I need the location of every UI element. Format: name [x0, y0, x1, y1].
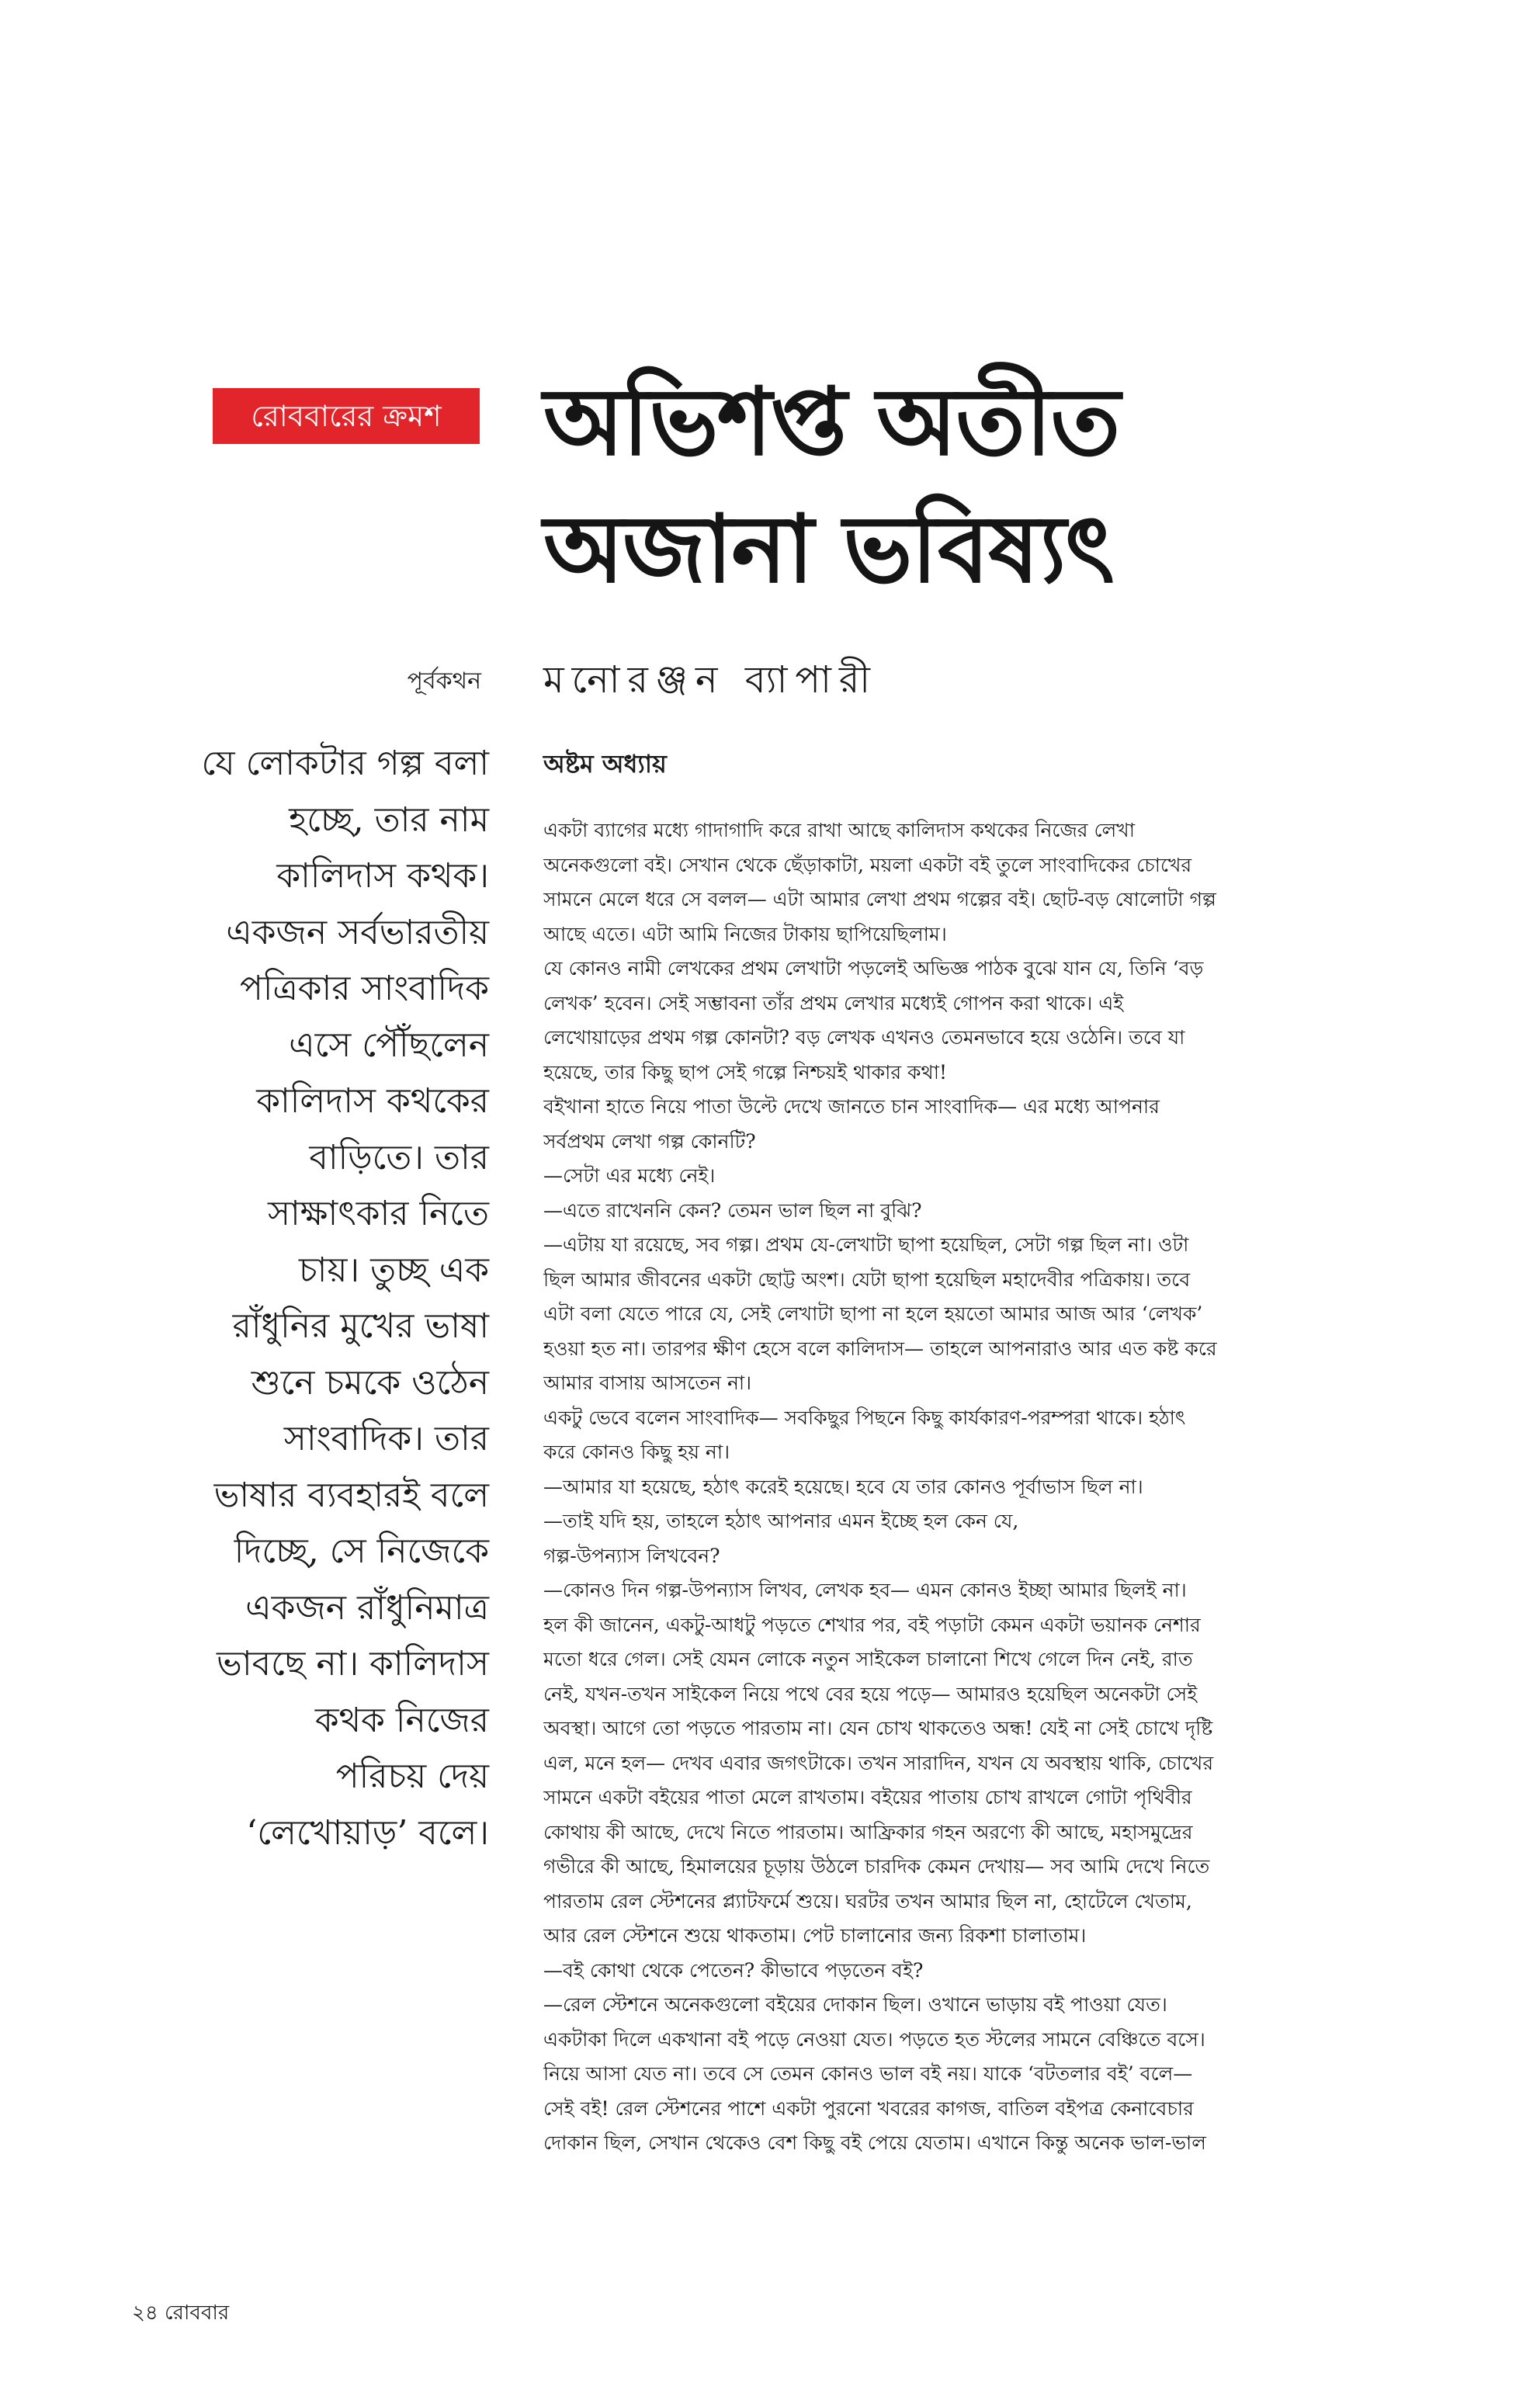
body-line: পারতাম রেল স্টেশনের প্ল্যাটফর্মে শুয়ে। ঘরটর তখন আমার ছিল না, হোটেলে খেতাম, [543, 1889, 1192, 1913]
body-line: অবস্থা। আগে তো পড়তে পারতাম না। যেন চোখ থাকতেও অন্ধ! যেই না সেই চোখে দৃষ্টি [543, 1717, 1213, 1739]
summary-line: বাড়িতে। তার [309, 1137, 489, 1177]
body-line: সামনে একটা বইয়ের পাতা মেলে রাখতাম। বইয়ের পাতায় চোখ রাখলে গোটা পৃথিবীর [543, 1786, 1192, 1809]
body-line: —কোনও দিন গল্প-উপন্যাস লিখব, লেখক হব— এমন কোনও ইচ্ছা আমার ছিলই না। [543, 1579, 1187, 1601]
summary-line: রাঁধুনির মুখের ভাষা [232, 1306, 489, 1346]
summary-line: হচ্ছে, তার নাম [289, 799, 489, 840]
article-title [543, 359, 1475, 613]
body-line: মতো ধরে গেল। সেই যেমন লোকে নতুন সাইকেল চালানো শিখে গেলে দিন নেই, রাত [543, 1648, 1193, 1670]
prologue-label: পূর্বকথন [407, 668, 481, 695]
summary-line: কালিদাস কথকের [256, 1081, 489, 1121]
summary-line: সাক্ষাৎকার নিতে [267, 1194, 489, 1233]
summary-line: একজন সর্বভারতীয় [226, 912, 489, 952]
body-line: আমার বাসায় আসতেন না। [543, 1372, 752, 1394]
summary-line: যে লোকটার গল্প বলা [201, 744, 489, 783]
body-line: নিয়ে আসা যেত না। তবে সে তেমন কোনও ভাল বই নয়। যাকে ‘বটতলার বই’ বলে— [543, 2062, 1193, 2085]
series-badge: রোববারের ক্রমশ [213, 388, 480, 444]
body-line: —তাই যদি হয়, তাহলে হঠাৎ আপনার এমন ইচ্ছে হল কেন যে, [543, 1510, 1019, 1532]
body-line: আছে এতে। এটা আমি নিজের টাকায় ছাপিয়েছিলাম। [543, 922, 947, 945]
body-line: —রেল স্টেশনে অনেকগুলো বইয়ের দোকান ছিল। ওখানে ভাড়ায় বই পাওয়া যেত। [543, 1993, 1167, 2016]
body-line: গল্প-উপন্যাস লিখবেন? [543, 1544, 720, 1567]
title-line: অভিশপ্ত অতীত [543, 367, 1119, 477]
summary-line: ‘লেখোয়াড়’ বলে। [246, 1812, 489, 1853]
summary-line: পত্রিকার সাংবাদিক [239, 969, 489, 1008]
summary-line: পরিচয় দেয় [335, 1757, 489, 1796]
summary-line: এসে পৌঁছলেন [289, 1025, 489, 1065]
summary-line: সাংবাদিক। তার [283, 1419, 489, 1458]
body-line: একটা ব্যাগের মধ্যে গাদাগাদি করে রাখা আছে কালিদাস কথকের নিজের লেখা [543, 819, 1135, 841]
summary-line: ভাবছে না। কালিদাস [217, 1644, 489, 1684]
body-line: গভীরে কী আছে, হিমালয়ের চূড়ায় উঠলে চারদিক কেমন দেখায়— সব আমি দেখে নিতে [543, 1855, 1210, 1878]
body-line: এটা বলা যেতে পারে যে, সেই লেখাটা ছাপা না হলে হয়তো আমার আজ আর ‘লেখক’ [543, 1302, 1203, 1325]
title-line: অজানা ভবিষ্যৎ [543, 494, 1113, 604]
prologue-summary [116, 736, 489, 1861]
body-line: লেখক’ হবেন। সেই সম্ভাবনা তাঁর প্রথম লেখার মধ্যেই গোপন করা থাকে। এই [543, 991, 1124, 1014]
body-line: —বই কোথা থেকে পেতেন? কীভাবে পড়তেন বই? [543, 1958, 924, 1982]
body-line: এল, মনে হল— দেখব এবার জগৎটাকে। তখন সারাদিন, যখন যে অবস্থায় থাকি, চোখের [543, 1751, 1214, 1774]
body-line: হওয়া হত না। তারপর ক্ষীণ হেসে বলে কালিদাস— তাহলে আপনারাও আর এত কষ্ট করে [543, 1337, 1217, 1360]
summary-line: শুনে চমকে ওঠেন [251, 1362, 489, 1403]
chapter-heading: অষ্টম অধ্যায় [543, 749, 667, 779]
body-line: একটাকা দিলে একখানা বই পড়ে নেওয়া যেত। পড়তে হত স্টলের সামনে বেঞ্চিতে বসে। [543, 2027, 1205, 2051]
body-line: —আমার যা হয়েছে, হঠাৎ করেই হয়েছে। হবে যে তার কোনও পূর্বাভাস ছিল না। [543, 1475, 1143, 1498]
body-line: দোকান ছিল, সেখান থেকেও বেশ কিছু বই পেয়ে যেতাম। এখানে কিন্তু অনেক ভাল-ভাল [543, 2131, 1206, 2154]
author-name: মনোরঞ্জন ব্যাপারী [543, 658, 879, 702]
summary-line: ভাষার ব্যবহারই বলে [213, 1475, 489, 1515]
body-line: —এটায় যা রয়েছে, সব গল্প। প্রথম যে-লেখাটা ছাপা হয়েছিল, সেটা গল্প ছিল না। ওটা [543, 1233, 1189, 1256]
body-line: সামনে মেলে ধরে সে বলল— এটা আমার লেখা প্রথম গল্পের বই। ছোট-বড় ষোলোটা গল্প [543, 888, 1216, 910]
body-line: কোথায় কী আছে, দেখে নিতে পারতাম। আফ্রিকার গহন অরণ্যে কী আছে, মহাসমুদ্রের [543, 1820, 1193, 1843]
body-line: আর রেল স্টেশনে শুয়ে থাকতাম। পেট চালানোর জন্য রিকশা চালাতাম। [543, 1924, 1087, 1947]
body-line: সর্বপ্রথম লেখা গল্প কোনটি? [543, 1129, 756, 1153]
body-line: নেই, যখন-তখন সাইকেল নিয়ে পথে বের হয়ে পড়ে— আমারও হয়েছিল অনেকটা সেই [543, 1682, 1198, 1705]
body-line: হয়েছে, তার কিছু ছাপ সেই গল্পে নিশ্চয়ই থাকার কথা! [543, 1060, 948, 1084]
body-line: হল কী জানেন, একটু-আধটু পড়তে শেখার পর, বই পড়াটা কেমন একটা ভয়ানক নেশার [543, 1613, 1201, 1636]
body-line: ছিল আমার জীবনের একটা ছোট্ট অংশ। যেটা ছাপা হয়েছিল মহাদেবীর পত্রিকায়। তবে [543, 1268, 1191, 1291]
body-line: —এতে রাখেননি কেন? তেমন ভাল ছিল না বুঝি? [543, 1198, 922, 1222]
body-line: লেখোয়াড়ের প্রথম গল্প কোনটা? বড় লেখক এখনও তেমনভাবে হয়ে ওঠেনি। তবে যা [543, 1026, 1185, 1049]
summary-line: কথক নিজের [314, 1700, 489, 1740]
summary-line: চায়। তুচ্ছ এক [298, 1250, 489, 1290]
page-folio: ২৪ রোববার [132, 2301, 230, 2325]
body-line: বইখানা হাতে নিয়ে পাতা উল্টে দেখে জানতে চান সাংবাদিক— এর মধ্যে আপনার [543, 1095, 1160, 1118]
body-line: যে কোনও নামী লেখকের প্রথম লেখাটা পড়লেই অভিজ্ঞ পাঠক বুঝে যান যে, তিনি ‘বড় [543, 957, 1204, 980]
body-line: অনেকগুলো বই। সেখান থেকে ছেঁড়াকাটা, ময়লা একটা বই তুলে সাংবাদিকের চোখের [543, 853, 1192, 876]
body-line: সেই বই! রেল স্টেশনের পাশে একটা পুরনো খবরের কাগজ, বাতিল বইপত্র কেনাবেচার [543, 2096, 1194, 2120]
summary-line: দিচ্ছে, সে নিজেকে [234, 1531, 489, 1571]
article-body [543, 813, 1475, 2161]
summary-line: একজন রাঁধুনিমাত্র [245, 1587, 489, 1628]
body-line: একটু ভেবে বলেন সাংবাদিক— সবকিছুর পিছনে কিছু কার্যকারণ-পরম্পরা থাকে। হঠাৎ [543, 1406, 1186, 1429]
body-line: করে কোনও কিছু হয় না। [543, 1441, 730, 1463]
body-line: —সেটা এর মধ্যে নেই। [543, 1164, 716, 1187]
summary-line: কালিদাস কথক। [276, 856, 489, 896]
